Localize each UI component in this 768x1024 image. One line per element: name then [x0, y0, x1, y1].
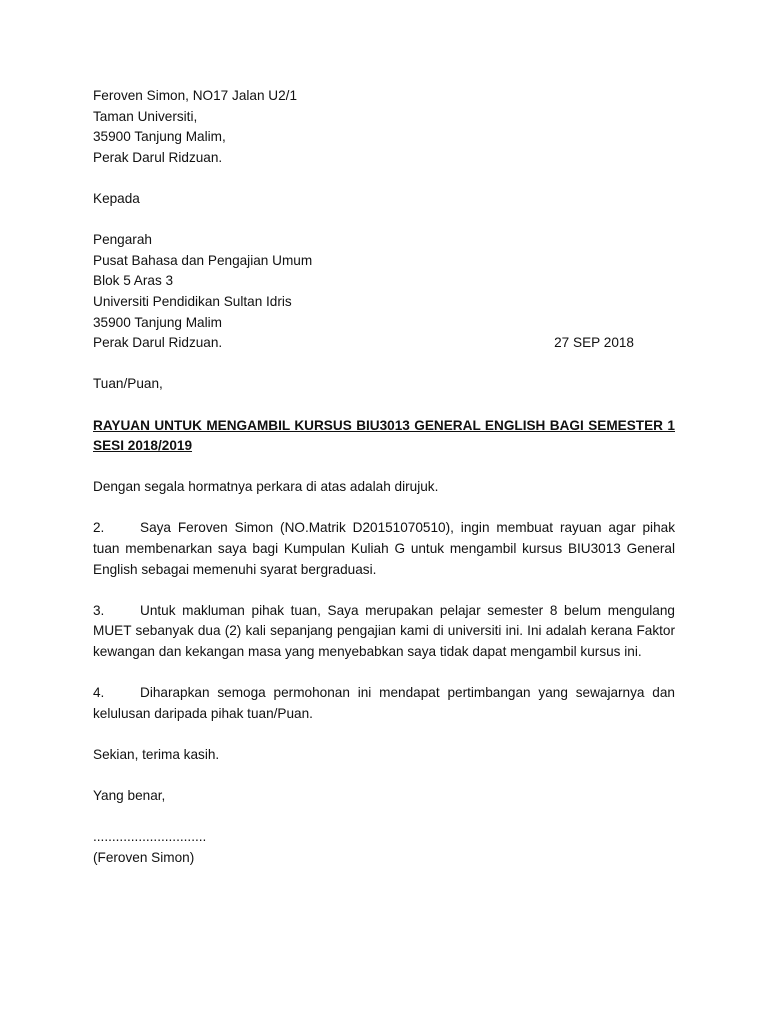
recipient-address-line-5: 35900 Tanjung Malim [93, 314, 222, 330]
paragraph-number: 3. [93, 602, 105, 618]
signatory-name: (Feroven Simon) [93, 849, 195, 865]
paragraph-number: 2. [93, 520, 105, 536]
recipient-address-line-6: Perak Darul Ridzuan. [93, 335, 223, 351]
paragraph-2 [93, 518, 675, 580]
salutation: Tuan/Puan, [93, 376, 163, 392]
sender-address-line-1: Feroven Simon, NO17 Jalan U2/1 [93, 88, 298, 103]
paragraph-3 [93, 601, 675, 663]
kepada-label: Kepada [93, 190, 140, 206]
paragraph-number: 4. [93, 685, 105, 701]
recipient-address-line-1: Pengarah [93, 232, 152, 248]
signature-line: .............................. [93, 829, 207, 845]
paragraph-4 [93, 683, 675, 724]
opening-sentence: Dengan segala hormatnya perkara di atas adalah dirujuk. [93, 479, 439, 495]
letter-page [93, 86, 675, 869]
paragraph-text: Untuk makluman pihak tuan, Saya merupakan pelajar semester 8 belum mengulang MUET sebanyak dua (2) kali sepanjang pengajian kami di universiti ini. Ini adalah kerana Faktor kewangan dan kekangan masa yang menyebabkan saya tidak dapat mengambil kursus ini. [93, 602, 675, 660]
recipient-address-line-3: Blok 5 Aras 3 [93, 273, 174, 289]
recipient-last-line-with-date [93, 333, 675, 354]
paragraph-text: Saya Feroven Simon (NO.Matrik D20151070510), ingin membuat rayuan agar pihak tuan membenarkan saya bagi Kumpulan Kuliah G untuk mengambil kursus BIU3013 General English sebagai memenuhi syarat bergraduasi. [93, 520, 675, 577]
recipient-address-line-4: Universiti Pendidikan Sultan Idris [93, 293, 292, 309]
subject-heading: RAYUAN UNTUK MENGAMBIL KURSUS BIU3013 GENERAL ENGLISH BAGI SEMESTER 1 SESI 2018/2019 [93, 417, 675, 454]
paragraph-text: Diharapkan semoga permohonan ini mendapat pertimbangan yang sewajarnya dan kelulusan daripada pihak tuan/Puan. [93, 685, 675, 721]
letter-date: 27 SEP 2018 [554, 335, 634, 351]
closing-remark: Sekian, terima kasih. [93, 747, 220, 762]
sender-address-line-4: Perak Darul Ridzuan. [93, 149, 223, 165]
valediction: Yang benar, [93, 788, 166, 804]
sender-address-line-3: 35900 Tanjung Malim, [93, 129, 226, 145]
recipient-address [93, 230, 675, 354]
sender-address [93, 86, 675, 168]
recipient-address-line-2: Pusat Bahasa dan Pengajian Umum [93, 252, 313, 268]
sender-address-line-2: Taman Universiti, [93, 108, 198, 124]
